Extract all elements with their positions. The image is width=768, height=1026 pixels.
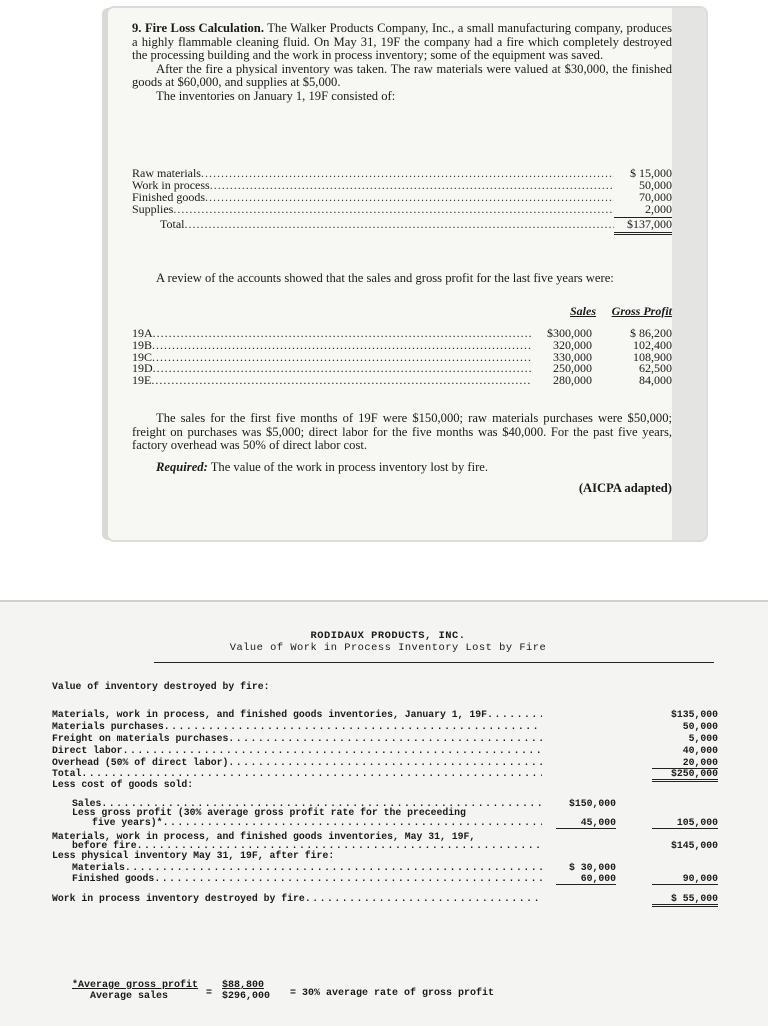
schedule-row bbox=[92, 817, 542, 829]
leader-dots bbox=[305, 893, 542, 904]
schedule-amount-col2: 105,000 bbox=[652, 817, 718, 829]
schedule-amount-col2: $135,000 bbox=[670, 709, 718, 720]
leader-dots bbox=[487, 709, 542, 720]
inventory-row bbox=[132, 166, 672, 178]
problem-closing bbox=[132, 412, 672, 496]
leader-dots bbox=[173, 202, 614, 217]
schedule-label: Less gross profit (30% average gross profit rate for the preceeding bbox=[72, 807, 466, 818]
schedule-label: Work in process inventory destroyed by fire bbox=[52, 893, 305, 904]
sales-value: 250,000 bbox=[553, 361, 592, 376]
schedule-amount-col2: $ 55,000 bbox=[652, 893, 718, 907]
leader-dots bbox=[151, 373, 532, 388]
problem-paragraph-1 bbox=[132, 22, 672, 63]
sales-column-header: Sales bbox=[569, 304, 596, 318]
leader-dots bbox=[228, 733, 542, 744]
sales-row bbox=[132, 338, 672, 350]
schedule-label: Materials, work in process, and finished goods inventories, January 1, 19F bbox=[52, 709, 488, 720]
leader-dots bbox=[164, 721, 542, 732]
source-citation: (AICPA adapted) bbox=[578, 481, 672, 496]
schedule-label: Total bbox=[52, 768, 82, 779]
year-label: 19D bbox=[132, 361, 153, 376]
year-label: 19C bbox=[132, 349, 153, 364]
inventory-row bbox=[132, 178, 672, 190]
problem-para5: The sales for the first five months of 19F were $150,000; raw materials purchases were $50,000; freight on purchases was $5,000; direct labor for the five months was $40,000. For the past five years, factory overhead was 50% of direct labor cost. bbox=[132, 411, 672, 453]
schedule-amount-col2: 20,000 bbox=[652, 757, 718, 769]
schedule-amount-col1: 45,000 bbox=[556, 817, 616, 829]
inventory-total-amount: $137,000 bbox=[614, 217, 672, 235]
sales-value: 330,000 bbox=[553, 349, 592, 364]
schedule-row bbox=[52, 681, 542, 693]
sales-value: 280,000 bbox=[553, 373, 592, 388]
schedule-label: Materials bbox=[72, 862, 125, 873]
gross-profit-value: 62,500 bbox=[639, 361, 672, 376]
inventory-total-row bbox=[132, 217, 672, 229]
schedule-amount-col2: 5,000 bbox=[688, 733, 718, 744]
page-edge-shadow bbox=[672, 8, 706, 540]
ratio-denominator-value: $296,000 bbox=[222, 991, 271, 1002]
inventory-label: Supplies bbox=[132, 202, 174, 216]
inventory-table bbox=[132, 166, 672, 229]
solution-company-title: RODIDAUX PRODUCTS, INC. bbox=[310, 630, 466, 642]
year-label: 19A bbox=[132, 326, 153, 340]
schedule-row bbox=[52, 721, 542, 733]
problem-para4: A review of the accounts showed that the sales and gross profit for the last five years were: bbox=[156, 271, 614, 285]
schedule-amount-col2: 90,000 bbox=[652, 873, 718, 885]
schedule-label: Materials, work in process, and finished goods inventories, May 31, 19F, bbox=[52, 831, 476, 842]
year-label: 19B bbox=[132, 337, 153, 352]
leader-dots bbox=[228, 757, 542, 768]
schedule-row bbox=[52, 779, 542, 791]
required-label: Required: bbox=[156, 459, 208, 474]
required-text: The value of the work in process inventory lost by fire. bbox=[210, 459, 489, 474]
schedule-amount-col2: $145,000 bbox=[670, 840, 718, 851]
schedule-amount-col2: 50,000 bbox=[682, 721, 718, 732]
required-line bbox=[132, 461, 672, 475]
inventory-label: Finished goods bbox=[132, 190, 206, 204]
problem-title: Fire Loss Calculation. bbox=[144, 21, 264, 35]
schedule-row bbox=[72, 873, 542, 885]
problem-para3: The inventories on January 1, 19F consisted of: bbox=[156, 88, 396, 103]
leader-dots bbox=[185, 217, 615, 232]
gross-profit-column-header: Gross Profit bbox=[611, 304, 672, 318]
leader-dots bbox=[163, 817, 542, 828]
sales-table bbox=[132, 326, 672, 388]
schedule-label: Direct labor bbox=[52, 745, 123, 756]
schedule-label: Materials purchases bbox=[52, 721, 164, 732]
inventory-label: Work in process bbox=[132, 178, 210, 192]
schedule-label: five years)* bbox=[92, 817, 163, 828]
inventory-amount: 2,000 bbox=[614, 202, 672, 218]
schedule-row bbox=[52, 709, 542, 721]
ratio-equals: = bbox=[206, 988, 213, 999]
problem-text bbox=[132, 22, 672, 104]
sales-row bbox=[132, 373, 672, 388]
schedule-amount-col1: 60,000 bbox=[556, 873, 616, 885]
ratio-denominator-label: Average sales bbox=[90, 991, 169, 1002]
inventory-amount: 70,000 bbox=[639, 190, 672, 204]
ratio-numerator-value: $88,800 bbox=[222, 980, 265, 991]
schedule-label: Less physical inventory May 31, 19F, after fire: bbox=[52, 850, 335, 861]
schedule-row bbox=[52, 733, 542, 745]
leader-dots bbox=[154, 873, 542, 884]
schedule-row bbox=[52, 893, 542, 905]
sales-row bbox=[132, 350, 672, 362]
schedule-row bbox=[52, 745, 542, 757]
schedule-amount-col2: 40,000 bbox=[682, 745, 718, 756]
ratio-values bbox=[222, 980, 270, 1002]
leader-dots bbox=[125, 862, 542, 873]
schedule-amount-col2: $250,000 bbox=[652, 768, 718, 782]
ratio-numerator-label: *Average gross profit bbox=[72, 980, 199, 991]
sales-header bbox=[132, 304, 672, 318]
inventory-row bbox=[132, 202, 672, 214]
problem-para2: After the fire a physical inventory was taken. The raw materials were valued at $30,000, the finished goods at $60,000, and supplies at $5,000. bbox=[132, 61, 672, 90]
ratio-footnote bbox=[72, 980, 198, 1002]
inventory-total-label: Total bbox=[160, 217, 185, 231]
ratio-result: = 30% average rate of gross profit bbox=[290, 988, 495, 999]
schedule-amount-col1: $150,000 bbox=[568, 798, 616, 809]
schedule-label: Sales bbox=[72, 798, 102, 809]
solution-subtitle: Value of Work in Process Inventory Lost by Fire bbox=[229, 642, 547, 654]
inventory-row bbox=[132, 190, 672, 202]
gross-profit-value: 102,400 bbox=[633, 337, 672, 352]
schedule-row bbox=[52, 850, 542, 862]
gross-profit-value: 84,000 bbox=[639, 373, 672, 388]
leader-dots bbox=[81, 768, 542, 779]
gross-profit-value: 108,900 bbox=[633, 349, 672, 364]
schedule-label: Value of inventory destroyed by fire: bbox=[52, 681, 270, 692]
schedule-label: Less cost of goods sold: bbox=[52, 779, 194, 790]
schedule-label: before fire bbox=[72, 840, 137, 851]
sales-row bbox=[132, 361, 672, 376]
problem-para4-block bbox=[132, 272, 672, 286]
schedule-label: Freight on materials purchases bbox=[52, 733, 229, 744]
problem-para1: The Walker Products Company, Inc., a small manufacturing company, produces a highly flammable cleaning fluid. On May 31, 19F the company had a fire which completely destroyed the processing building and the work in process inventory; some of the equipment was saved. bbox=[132, 21, 672, 63]
schedule-label: Overhead (50% of direct labor) bbox=[52, 757, 229, 768]
year-label: 19E bbox=[132, 373, 152, 388]
schedule-amount-col1: $ 30,000 bbox=[568, 862, 616, 873]
sales-row bbox=[132, 326, 672, 338]
problem-page bbox=[108, 8, 706, 540]
gross-profit-value: $ 86,200 bbox=[630, 326, 672, 340]
inventory-label: Raw materials bbox=[132, 166, 201, 180]
sales-value: $300,000 bbox=[547, 326, 592, 340]
problem-number: 9. bbox=[132, 21, 142, 35]
page-gap bbox=[0, 544, 768, 600]
sales-value: 320,000 bbox=[553, 337, 592, 352]
heading-rule bbox=[154, 662, 714, 663]
inventory-amount: $ 15,000 bbox=[630, 166, 672, 180]
leader-dots bbox=[123, 745, 542, 756]
inventory-amount: 50,000 bbox=[639, 178, 672, 192]
solution-heading bbox=[48, 630, 728, 654]
schedule-label: Finished goods bbox=[72, 873, 155, 884]
